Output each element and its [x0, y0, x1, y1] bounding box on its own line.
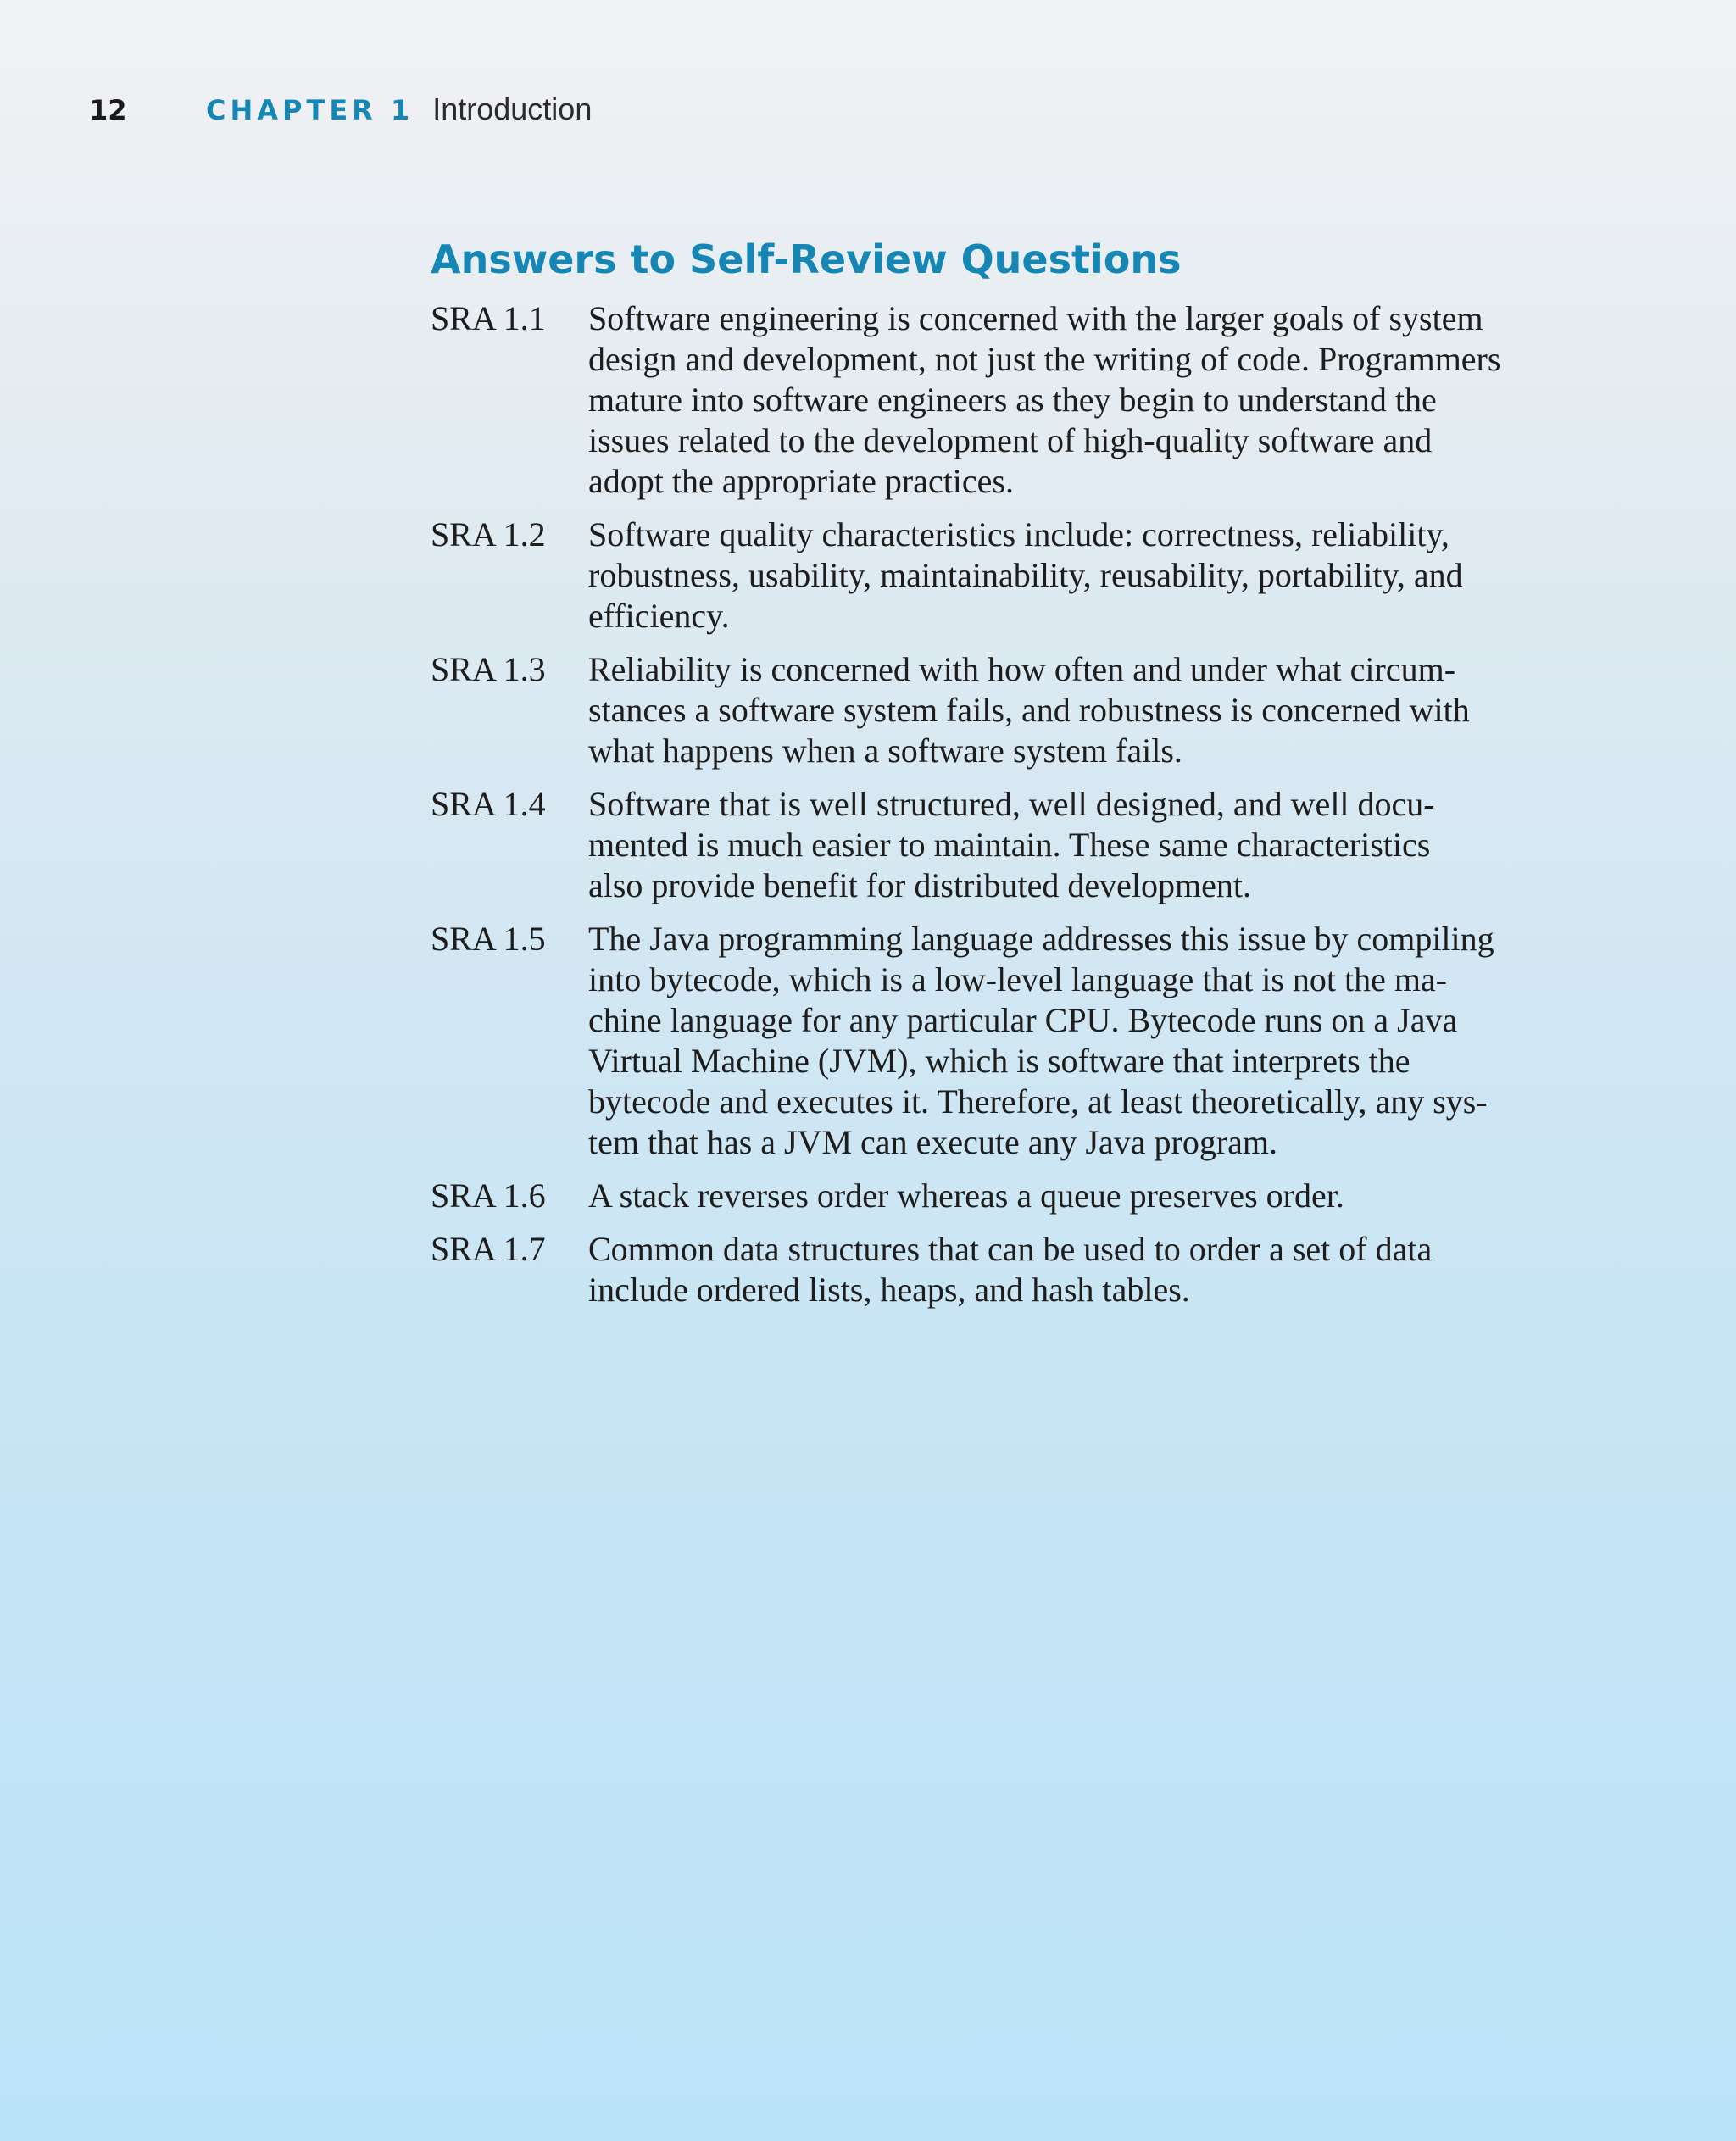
answer-line: into bytecode, which is a low-level language that is not the ma-: [588, 960, 1448, 998]
answer-line: what happens when a software system fails.: [588, 731, 1182, 770]
answer-line: Common data structures that can be used to order a set of data: [588, 1230, 1433, 1268]
answer-text: [588, 919, 1533, 1163]
chapter-label: CHAPTER 1: [206, 94, 415, 126]
answer-item: [431, 1176, 1533, 1216]
answer-label: SRA 1.3: [431, 650, 546, 688]
answer-line: mented is much easier to maintain. These same characteristics: [588, 826, 1431, 864]
answer-label: SRA 1.2: [431, 515, 546, 553]
answer-line: The Java programming language addresses this issue by compiling: [588, 920, 1494, 958]
answer-item: [431, 298, 1533, 502]
answer-line: robustness, usability, maintainability, reusability, portability, and: [588, 556, 1463, 594]
answer-item: [431, 514, 1533, 637]
answer-label: SRA 1.1: [431, 299, 546, 337]
answer-item: [431, 784, 1533, 906]
answer-line: Virtual Machine (JVM), which is software that interprets the: [588, 1042, 1410, 1080]
answer-text: [588, 298, 1533, 502]
answer-item: [431, 1229, 1533, 1310]
answers-section: [431, 231, 1533, 1323]
answer-line: adopt the appropriate practices.: [588, 462, 1014, 500]
answer-line: Reliability is concerned with how often and under what circum-: [588, 650, 1456, 688]
running-head: [89, 92, 592, 134]
answer-line: bytecode and executes it. Therefore, at least theoretically, any sys-: [588, 1082, 1488, 1121]
answer-item: [431, 649, 1533, 771]
answer-line: design and development, not just the writing of code. Programmers: [588, 340, 1501, 378]
answer-label: SRA 1.4: [431, 785, 546, 823]
answer-text: [588, 784, 1533, 906]
answer-line: stances a software system fails, and robustness is concerned with: [588, 691, 1470, 729]
section-title: Answers to Self-Review Questions: [431, 236, 1182, 282]
answer-label: SRA 1.6: [431, 1176, 546, 1215]
page-number: 12: [89, 94, 127, 126]
answer-line: Software engineering is concerned with the larger goals of system: [588, 299, 1483, 337]
answer-text: [588, 514, 1533, 637]
answer-text: [588, 649, 1533, 771]
answer-line: chine language for any particular CPU. Bytecode runs on a Java: [588, 1001, 1458, 1039]
answer-line: Software quality characteristics include: correctness, reliability,: [588, 515, 1449, 553]
chapter-title: Introduction: [432, 92, 593, 126]
answer-line: tem that has a JVM can execute any Java program.: [588, 1123, 1278, 1161]
answer-text: [588, 1176, 1533, 1216]
answer-line: efficiency.: [588, 597, 730, 635]
answer-line: issues related to the development of high-quality software and: [588, 421, 1433, 459]
answer-label: SRA 1.5: [431, 920, 546, 958]
answer-line: include ordered lists, heaps, and hash tables.: [588, 1271, 1190, 1309]
answer-item: [431, 919, 1533, 1163]
answer-label: SRA 1.7: [431, 1230, 546, 1268]
answer-line: A stack reverses order whereas a queue preserves order.: [588, 1176, 1344, 1215]
answer-text: [588, 1229, 1533, 1310]
answer-line: Software that is well structured, well designed, and well docu-: [588, 785, 1435, 823]
answer-line: mature into software engineers as they begin to understand the: [588, 381, 1437, 419]
answer-line: also provide benefit for distributed development.: [588, 866, 1252, 904]
